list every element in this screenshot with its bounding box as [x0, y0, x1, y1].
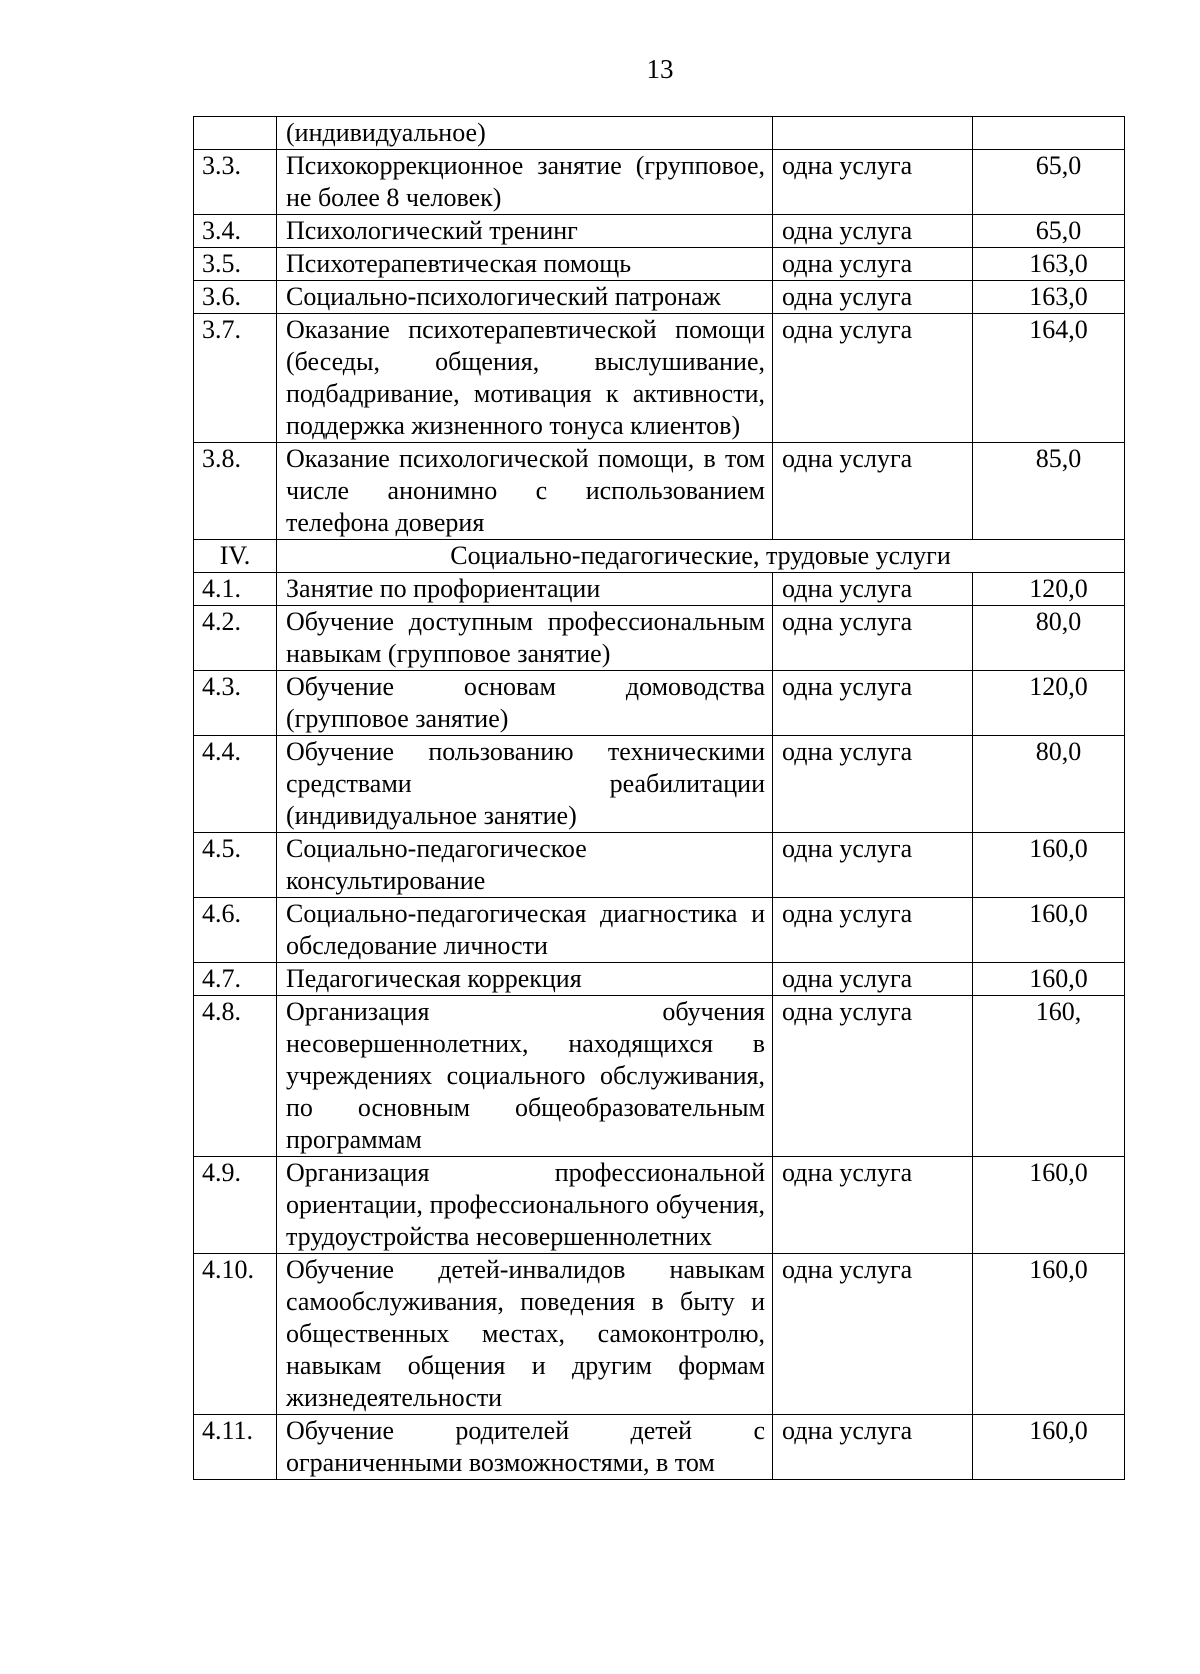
service-name: Оказание психотерапевтической помощи (беседы, общения, выслушивание, подбадривание, мотивация к активности, поддержка жизненного тонуса клиентов) [277, 314, 773, 443]
row-number: 4.7. [194, 963, 277, 996]
unit: одна услуга [773, 573, 973, 606]
services-table [193, 116, 1125, 1480]
unit: одна услуга [773, 215, 973, 248]
price: 65,0 [973, 215, 1125, 248]
table-row [194, 150, 1125, 215]
row-number [194, 117, 277, 150]
section-title: Социально-педагогические, трудовые услуги [277, 540, 1125, 573]
unit: одна услуга [773, 606, 973, 671]
price: 65,0 [973, 150, 1125, 215]
table-row [194, 898, 1125, 963]
unit: одна услуга [773, 1254, 973, 1415]
table-row [194, 443, 1125, 540]
service-name: Обучение пользованию техническими средствами реабилитации (индивидуальное занятие) [277, 736, 773, 833]
table-row [194, 1157, 1125, 1254]
service-name: Занятие по профориентации [277, 573, 773, 606]
unit: одна услуга [773, 1157, 973, 1254]
unit: одна услуга [773, 898, 973, 963]
row-number: 4.4. [194, 736, 277, 833]
table-row [194, 963, 1125, 996]
unit: одна услуга [773, 1415, 973, 1480]
table-row [194, 248, 1125, 281]
row-number: 4.10. [194, 1254, 277, 1415]
price: 160,0 [973, 1254, 1125, 1415]
row-number: 4.5. [194, 833, 277, 898]
price: 164,0 [973, 314, 1125, 443]
unit: одна услуга [773, 833, 973, 898]
service-name: Психологический тренинг [277, 215, 773, 248]
row-number: 3.5. [194, 248, 277, 281]
table-row [194, 671, 1125, 736]
row-number: 4.8. [194, 996, 277, 1157]
service-name: Социально-педагогическое консультирование [277, 833, 773, 898]
price: 160,0 [973, 898, 1125, 963]
section-row [194, 540, 1125, 573]
unit: одна услуга [773, 671, 973, 736]
service-name: Оказание психологической помощи, в том числе анонимно с использованием телефона доверия [277, 443, 773, 540]
service-name: (индивидуальное) [277, 117, 773, 150]
service-name: Обучение доступным профессиональным навыкам (групповое занятие) [277, 606, 773, 671]
row-number: 4.11. [194, 1415, 277, 1480]
row-number: 3.8. [194, 443, 277, 540]
service-name: Психотерапевтическая помощь [277, 248, 773, 281]
unit: одна услуга [773, 963, 973, 996]
row-number: 4.1. [194, 573, 277, 606]
service-name: Организация профессиональной ориентации, профессионального обучения, трудоустройства несовершеннолетних [277, 1157, 773, 1254]
unit: одна услуга [773, 736, 973, 833]
table-row [194, 314, 1125, 443]
section-number: IV. [194, 540, 277, 573]
service-name: Педагогическая коррекция [277, 963, 773, 996]
price: 120,0 [973, 573, 1125, 606]
table-row [194, 281, 1125, 314]
price: 120,0 [973, 671, 1125, 736]
table-row [194, 1415, 1125, 1480]
unit: одна услуга [773, 150, 973, 215]
table-row [194, 215, 1125, 248]
service-name: Социально-психологический патронаж [277, 281, 773, 314]
unit: одна услуга [773, 314, 973, 443]
row-number: 3.7. [194, 314, 277, 443]
price: 160, [973, 996, 1125, 1157]
price [973, 117, 1125, 150]
row-number: 4.3. [194, 671, 277, 736]
unit [773, 117, 973, 150]
service-name: Обучение основам домоводства (групповое занятие) [277, 671, 773, 736]
price: 163,0 [973, 281, 1125, 314]
row-number: 4.2. [194, 606, 277, 671]
table-row [194, 606, 1125, 671]
row-number: 3.4. [194, 215, 277, 248]
price: 163,0 [973, 248, 1125, 281]
price: 85,0 [973, 443, 1125, 540]
service-name: Обучение детей-инвалидов навыкам самообслуживания, поведения в быту и общественных местах, самоконтролю, навыкам общения и другим формам жизнедеятельности [277, 1254, 773, 1415]
row-number: 4.9. [194, 1157, 277, 1254]
unit: одна услуга [773, 281, 973, 314]
price: 160,0 [973, 833, 1125, 898]
table-row [194, 996, 1125, 1157]
price: 80,0 [973, 736, 1125, 833]
service-name: Психокоррекционное занятие (групповое, не более 8 человек) [277, 150, 773, 215]
price: 160,0 [973, 1157, 1125, 1254]
page-number: 13 [646, 54, 674, 84]
unit: одна услуга [773, 996, 973, 1157]
unit: одна услуга [773, 443, 973, 540]
price: 160,0 [973, 963, 1125, 996]
table-row [194, 833, 1125, 898]
table-row [194, 117, 1125, 150]
row-number: 4.6. [194, 898, 277, 963]
row-number: 3.6. [194, 281, 277, 314]
service-name: Социально-педагогическая диагностика и обследование личности [277, 898, 773, 963]
unit: одна услуга [773, 248, 973, 281]
price: 160,0 [973, 1415, 1125, 1480]
table-row [194, 736, 1125, 833]
table-row [194, 1254, 1125, 1415]
service-name: Организация обучения несовершеннолетних, находящихся в учреждениях социального обслуживания, по основным общеобразовательным программам [277, 996, 773, 1157]
service-name: Обучение родителей детей с ограниченными возможностями, в том [277, 1415, 773, 1480]
price: 80,0 [973, 606, 1125, 671]
table-row [194, 573, 1125, 606]
row-number: 3.3. [194, 150, 277, 215]
